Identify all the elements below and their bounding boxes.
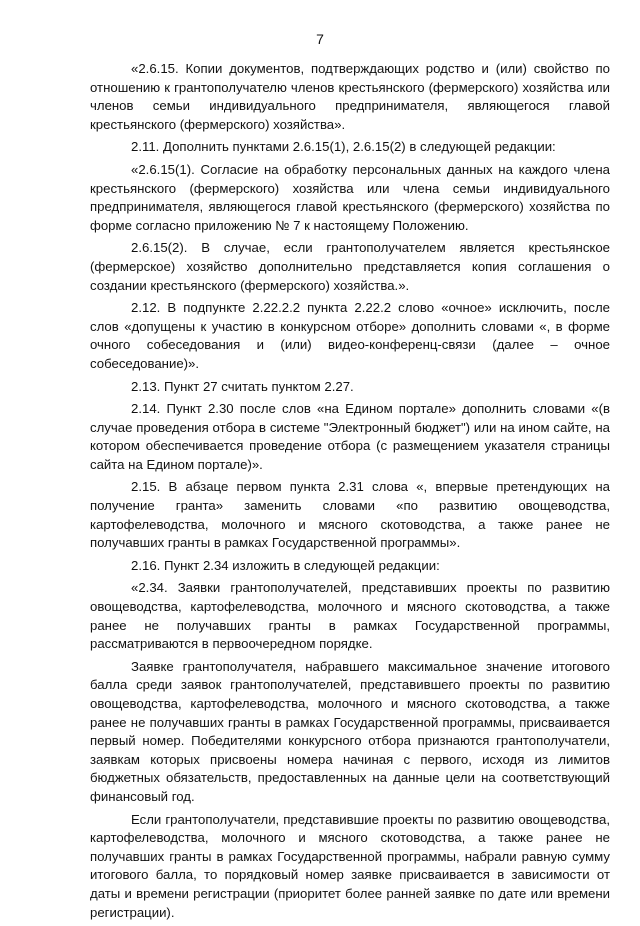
paragraph-clause-2-11: 2.11. Дополнить пунктами 2.6.15(1), 2.6.15(2) в следующей редакции: [131, 139, 556, 155]
paragraph-equal-score-rule: Если грантополучатели, представившие проекты по развитию овощеводства, картофелеводства, молочного и мясного скотоводства, а также ранее не получавших гранты в рамках Государственной программы, набрали равную сумму итогового балла, то порядковый номер заявке присваивается в зависимости от даты и времени регистрации (приоритет более ранней заявке по дате или времени регистрации). [90, 811, 610, 920]
paragraph-clause-2-6-15-1: «2.6.15(1). Согласие на обработку персональных данных на каждого члена крестьянского (фермерского) хозяйства или члена семьи индивидуального предпринимателя, являющегося главой крестьянского (фермерского) хозяйства по форме согласно приложению № 7 к настоящему Положению. [90, 161, 610, 233]
paragraph-clause-2-34: «2.34. Заявки грантополучателей, представивших проекты по развитию овощеводства, картофелеводства, молочного и мясного скотоводства, а также ранее не получавших гранты в рамках Государственной программы, рассматриваются в первоочередном порядке. [90, 580, 610, 652]
paragraph-clause-2-16: 2.16. Пункт 2.34 изложить в следующей редакции: [131, 557, 440, 573]
paragraph-clause-2-14: 2.14. Пункт 2.30 после слов «на Едином портале» дополнить словами «(в случае проведения отбора в системе "Электронный бюджет") или на ином сайте, на котором обеспечивается проведение отбора (с размещением указателя страницы сайта на Едином портале)». [90, 401, 610, 472]
page-number: 7 [316, 31, 324, 47]
paragraph-clause-2-6-15: «2.6.15. Копии документов, подтверждающих родство и (или) свойство по отношению к грантополучателю членов крестьянского (фермерского) хозяйства или членов семьи индивидуального предпринимателя, являющегося главой крестьянского (фермерского) хозяйства». [90, 61, 610, 132]
paragraph-first-number-rule: Заявке грантополучателя, набравшего максимальное значение итогового балла среди заявок грантополучателей, представившего проекты по развитию овощеводства, картофелеводства, молочного и мясного скотоводства, а также ранее не получавших гранты в рамках Государственной программы, присваивается первый номер. Победителями конкурсного отбора признаются грантополучатели, заявкам которых присвоены номера начиная с первого, исходя из лимитов бюджетных обязательств, предоставленных на данные цели на соответствующий финансовый год. [90, 658, 610, 804]
paragraph-clause-2-12: 2.12. В подпункте 2.22.2.2 пункта 2.22.2 слово «очное» исключить, после слов «допущены к участию в конкурсном отборе» дополнить словами «, в форме очного собеседования и (или) видео-конференц-связи (далее – очное собеседование)». [90, 300, 610, 371]
paragraph-clause-2-6-15-2: 2.6.15(2). В случае, если грантополучателем является крестьянское (фермерское) хозяйство дополнительно представляется копия соглашения о создании крестьянского (фермерского) хозяйства.». [90, 240, 610, 293]
document-body [90, 60, 610, 926]
paragraph-clause-2-15: 2.15. В абзаце первом пункта 2.31 слова «, впервые претендующих на получение гранта» заменить словами «по развитию овощеводства, картофелеводства, молочного и мясного скотоводства, а также ранее не получавших гранты в рамках Государственной программы». [90, 479, 610, 551]
paragraph-clause-2-13: 2.13. Пункт 27 считать пунктом 2.27. [131, 378, 354, 394]
